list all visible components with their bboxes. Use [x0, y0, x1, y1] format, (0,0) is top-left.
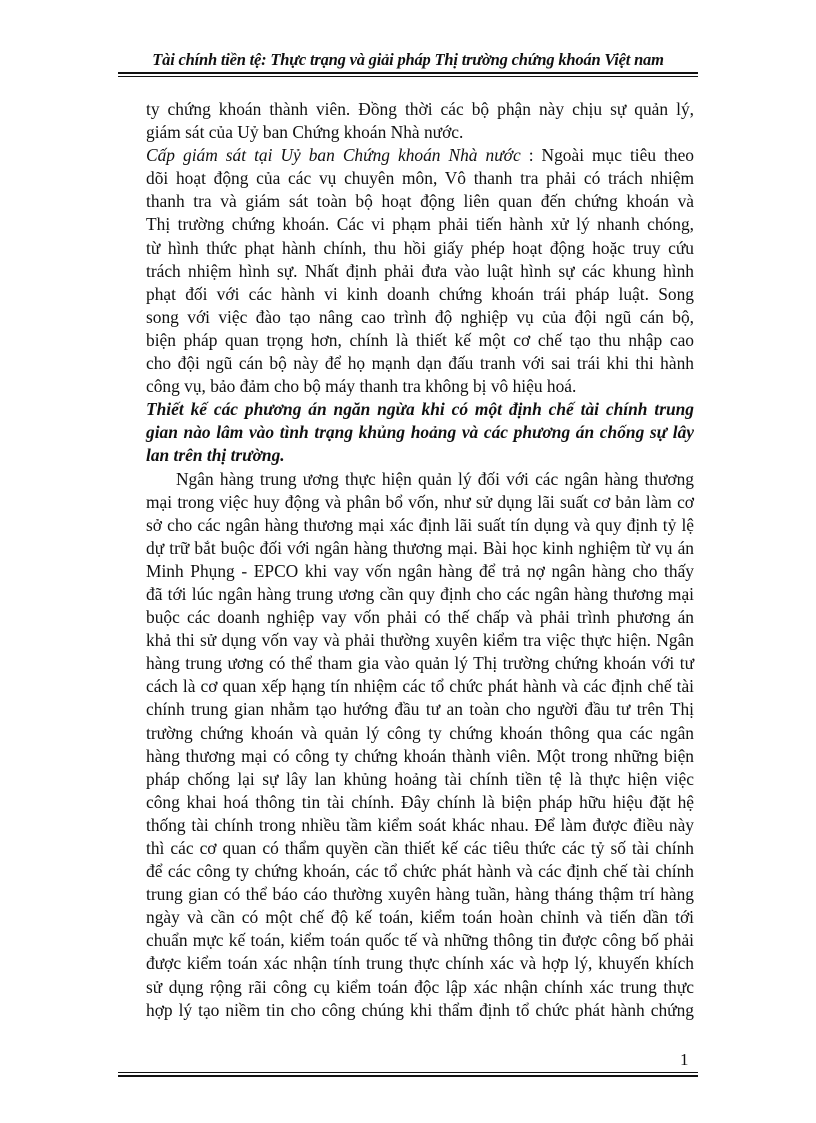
text-line: thanh tra và giám sát toàn bộ hoạt động liên quan đến chứng khoán và	[146, 191, 694, 212]
text-line: cho đội ngũ cán bộ này để họ mạnh dạn đấu tranh với sai trái khi thi hành	[146, 353, 694, 374]
text-line: pháp chống lại sự lây lan khủng hoảng tài chính tiền tệ là thực hiện việc	[146, 768, 694, 789]
text-line: sử dụng rộng rãi công cụ kiểm toán độc lập xác nhận chính xác trung thực	[146, 976, 694, 997]
text-line: công vụ, bảo đảm cho bộ máy thanh tra không bị vô hiệu hoá.	[146, 376, 577, 397]
text-line: thì các cơ quan có thẩm quyền cần thiết kế các tiêu thức các tỷ số tài chính	[146, 838, 694, 858]
italic-lead-phrase: Cấp giám sát tại Uỷ ban Chứng khoán Nhà nước	[146, 145, 521, 166]
footer-double-rule	[118, 1072, 698, 1077]
text-line: ngày và cần có một chế độ kế toán, kiểm toán hoàn chỉnh và tiến dần tới	[146, 907, 694, 928]
header-double-rule	[118, 72, 698, 77]
text-line: hợp lý tạo niềm tin cho công chúng khi thẩm định tổ chức phát hành chứng	[146, 999, 694, 1020]
text-line: phạt đối với các hành vi kinh doanh chứng khoán trái pháp luật. Song	[146, 283, 694, 304]
text-line: được kiểm toán xác nhận tính trung thực chính xác và hợp lý, khuyến khích	[146, 953, 694, 974]
text-line: trung gian có thể báo cáo thường xuyên hàng tuần, hàng tháng thậm trí hàng	[146, 884, 694, 905]
text-line: cách là cơ quan xếp hạng tín nhiệm các tổ chức phát hành và các định chế tài	[146, 676, 694, 697]
text-line: dự trữ bắt buộc đối với ngân hàng thương mại. Bài học kinh nghiệm từ vụ án	[146, 537, 694, 558]
text-line: biện pháp quan trọng hơn, chính là thiết kế một cơ chế tạo thu nhập cao	[146, 329, 694, 350]
page-number: 1	[680, 1050, 689, 1069]
text-line: khả thi sử dụng vốn vay và phải thường xuyên kiểm tra việc thực hiện. Ngân	[146, 630, 694, 651]
text-line: từ hình thức phạt hành chính, thu hồi giấy phép hoạt động hoặc truy cứu	[146, 237, 694, 258]
page-header-title: Tài chính tiền tệ: Thực trạng và giải pháp Thị trường chứng khoán Việt nam	[152, 50, 664, 69]
text-line: hàng thương mại có công ty chứng khoán thành viên. Một trong những biện	[146, 745, 694, 766]
text-line: hàng trung ương có thể tham gia vào quản lý Thị trường chứng khoán với tư	[146, 653, 694, 674]
text-line: đã tới lúc ngân hàng trung ương cần quy định cho các ngân hàng thương mại	[146, 583, 694, 604]
text-line: chính trung gian nhằm tạo hướng đầu tư an toàn cho người đầu tư trên Thị	[146, 699, 694, 720]
text-line: giám sát của Uỷ ban Chứng khoán Nhà nước.	[146, 122, 464, 143]
text-line: song với việc đào tạo nâng cao trình độ nghiệp vụ của đội ngũ cán bộ,	[146, 306, 694, 327]
text-line: trách nhiệm hình sự. Nhất định phải đưa vào luật hình sự các khung hình	[146, 260, 694, 281]
body-text	[146, 98, 694, 1022]
text-line: buộc các doanh nghiệp vay vốn phải có thế chấp và phải trình phương án	[146, 607, 694, 628]
text-line: Minh Phụng - EPCO khi vay vốn ngân hàng để trả nợ ngân hàng cho thấy	[146, 560, 694, 581]
text-line: công khai hoá thông tin tài chính. Đây chính là biện pháp hữu hiệu đặt hệ	[146, 791, 694, 812]
text-line: chuẩn mực kế toán, kiểm toán quốc tế và những thông tin được công bố phải	[146, 930, 694, 951]
text-line: trường chứng khoán và quản lý công ty chứng khoán thông qua các ngân	[146, 722, 694, 743]
section-heading-line: gian nào lâm vào tình trạng khủng hoảng và các phương án chống sự lây	[146, 422, 694, 443]
section-heading-line: Thiết kế các phương án ngăn ngừa khi có một định chế tài chính trung	[146, 399, 694, 420]
text-line: Thị trường chứng khoán. Các vi phạm phải tiến hành xử lý nhanh chóng,	[146, 214, 694, 235]
text-line: để các công ty chứng khoán, các tổ chức phát hành và các định chế tài chính	[146, 861, 694, 882]
text-line: sở cho các ngân hàng thương mại xác định lãi suất tín dụng và quy định tỷ lệ	[146, 514, 694, 535]
text-fragment: : Ngoài mục tiêu theo	[520, 145, 695, 166]
text-line: ty chứng khoán thành viên. Đồng thời các bộ phận này chịu sự quản lý,	[146, 99, 694, 119]
text-line	[146, 144, 694, 167]
text-line: dõi hoạt động của các vụ chuyên môn, Vô thanh tra phải có trách nhiệm	[146, 168, 694, 189]
text-line: thống tài chính trong nhiều tầm kiểm soát khác nhau. Để làm được điều này	[146, 814, 694, 835]
text-line: Ngân hàng trung ương thực hiện quản lý đối với các ngân hàng thương	[176, 468, 694, 489]
section-heading-line: lan trên thị trường.	[146, 445, 285, 466]
text-line: mại trong việc huy động và phân bổ vốn, như sử dụng lãi suất cơ bản làm cơ	[146, 491, 694, 512]
